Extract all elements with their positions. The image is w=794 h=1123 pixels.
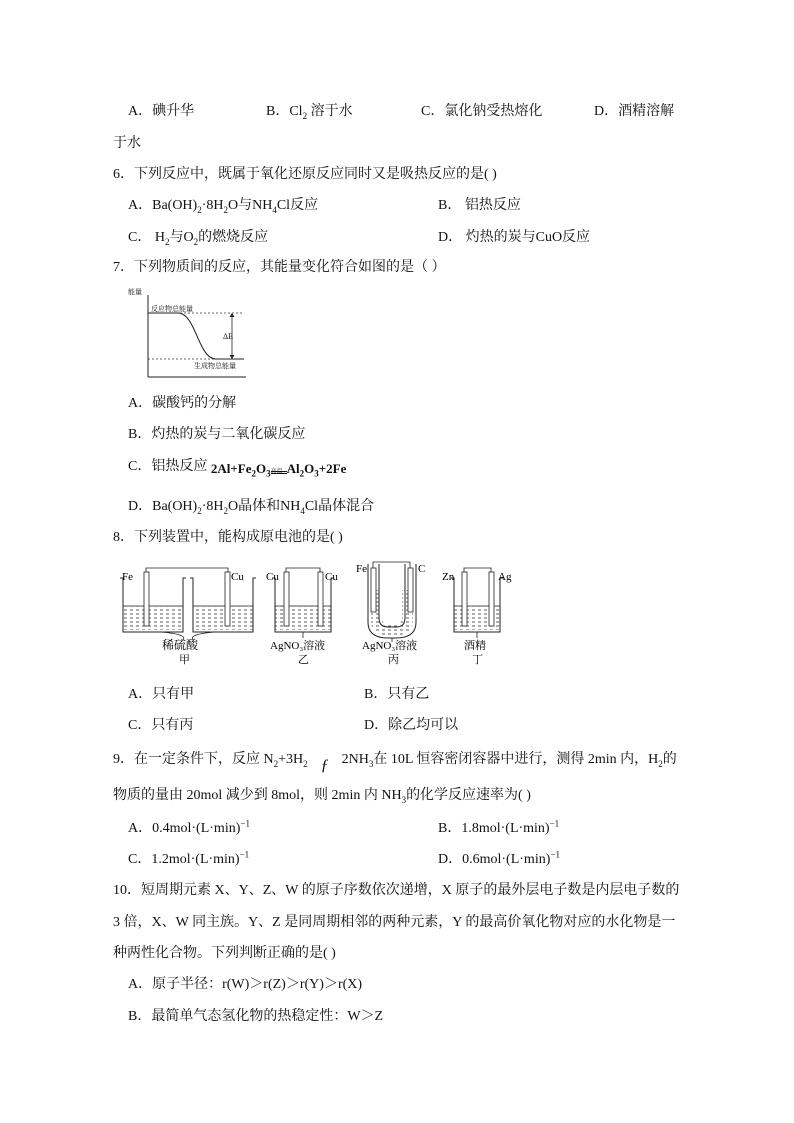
jia-left-label: Fe	[122, 571, 133, 583]
apparatus-yi	[266, 568, 338, 666]
bing-right-label: C	[418, 563, 426, 575]
bing-name: 丙	[388, 654, 399, 666]
eq-condition: 高温	[270, 469, 283, 475]
q9-line1	[113, 749, 677, 774]
q9-a-exp: −1	[240, 818, 250, 829]
jia-right-label: Cu	[231, 571, 244, 583]
q10-option-a: A．原子半径：r(W)＞r(Z)＞r(Y)＞r(X)	[128, 977, 363, 992]
q6-a-sub2: 2	[223, 204, 228, 215]
q7-d-part1: D．Ba(OH)	[128, 499, 198, 514]
q9-sub-a: 2	[273, 758, 279, 769]
ding-left-label: Zn	[442, 571, 455, 583]
q9-d-text: D．0.6mol·(L·min)	[438, 852, 551, 867]
jia-electrode-left	[144, 572, 149, 626]
q9-d-exp: −1	[550, 849, 560, 860]
apparatus-jia	[120, 568, 256, 666]
q9-option-b	[438, 819, 559, 839]
ding-name: 丁	[472, 654, 483, 666]
jia-solution-label: 稀硫酸	[162, 638, 199, 652]
bing-solution	[371, 590, 413, 635]
q5-option-b-text: B．Cl	[266, 104, 303, 119]
q6-c-part1: C． H	[128, 230, 165, 245]
q7-c-label: C．铝热反应	[128, 459, 208, 474]
q9-option-c	[128, 850, 249, 870]
q9-l2-sub: 3	[401, 794, 407, 805]
q6-a-sub1: 2	[197, 204, 202, 215]
delta-e-arrow-head-bottom	[230, 355, 235, 359]
q7-d-sub2: 2	[223, 505, 228, 516]
ding-electrode-left	[462, 572, 467, 626]
q10-line1: 10．短周期元素 X、Y、Z、W 的原子序数依次递增，X 原子的最外层电子数是内层电子数的	[113, 883, 680, 898]
eq-arrow-line2	[271, 473, 287, 474]
eq-part2: O	[255, 461, 267, 476]
diagram-y-label: 能量	[128, 288, 142, 296]
q6-option-b: B． 铝热反应	[438, 198, 521, 213]
q7-option-d	[128, 497, 374, 517]
q9-sub-b: 2	[303, 758, 308, 769]
q9-sub-d: 2	[658, 758, 663, 769]
apparatus-bing	[356, 562, 425, 666]
q6-c-sub2: 2	[193, 236, 199, 247]
thermite-equation	[210, 461, 347, 479]
ding-wire	[464, 568, 491, 572]
ding-solution-label: 酒精	[464, 640, 486, 652]
q10-line3: 种两性化合物。下列判断正确的是( )	[113, 946, 336, 961]
yi-wire	[286, 568, 320, 572]
q9-c-text: C．1.2mol·(L·min)	[128, 852, 240, 867]
q6-option-c	[128, 228, 268, 248]
bing-electrode-left	[371, 568, 376, 612]
q7-d-part3: O晶体和NH	[228, 499, 301, 514]
reversible-arrow-glyph: ƒ	[320, 757, 329, 774]
yi-solution-label: AgNO₃溶液	[270, 640, 326, 652]
q5-option-b-rest: 溶于水	[307, 104, 353, 119]
q5-option-d: D．酒精溶解	[594, 104, 675, 119]
q6-a-sub3: 4	[272, 204, 277, 215]
q6-a-part1: A．Ba(OH)	[128, 198, 198, 213]
q9-a-text: A．0.4mol·(L·min)	[128, 821, 241, 836]
eq-sub1: 2	[251, 468, 256, 479]
q6-a-part4: Cl反应	[276, 198, 319, 213]
yi-name: 乙	[298, 654, 309, 666]
q6-c-part2: 与O	[169, 230, 194, 245]
q5-option-b-sub: 2	[302, 110, 308, 121]
q8-option-a: A．只有甲	[128, 687, 195, 702]
q9-l1-a: 9．在一定条件下，反应 N	[113, 752, 274, 767]
reactant-energy-label: 反应物总能量	[151, 305, 193, 313]
q9-option-d	[438, 850, 560, 870]
q10-option-b: B．最简单气态氢化物的热稳定性：W＞Z	[128, 1009, 384, 1024]
delta-e-label: ΔE	[223, 332, 234, 341]
q9-l2-b: 的化学反应速率为( )	[406, 788, 531, 803]
eq-sub2: 3	[266, 468, 271, 479]
q7-d-sub1: 2	[197, 505, 202, 516]
eq-arrow-line1	[271, 471, 287, 472]
q9-b-text: B．1.8mol·(L·min)	[438, 821, 550, 836]
q8-stem: 8．下列装置中，能构成原电池的是( )	[113, 530, 343, 545]
q9-l1-e: 的	[662, 752, 677, 767]
eq-arrow	[271, 463, 287, 473]
jia-solution-left	[123, 606, 183, 630]
q9-l1-c: 2NH	[341, 752, 369, 767]
q9-line2	[113, 786, 531, 806]
q7-stem: 7．下列物质间的反应，其能量变化符合如图的是（ ）	[113, 260, 446, 275]
eq-sub3: 2	[299, 468, 305, 479]
yi-electrode-right	[318, 572, 323, 626]
q8-option-c: C．只有丙	[128, 718, 194, 733]
yi-left-label: Cu	[266, 571, 279, 583]
q9-c-exp: −1	[239, 849, 250, 860]
apparatus-ding	[442, 568, 512, 666]
q5-option-b	[266, 102, 353, 122]
bing-electrode-right	[408, 568, 413, 612]
eq-part4: O	[304, 461, 315, 476]
q10-line2: 3 倍，X、W 同主族。Y、Z 是同周期相邻的两种元素，Y 的最高价氧化物对应的水化物是一	[113, 915, 676, 930]
delta-e-arrow-head-top	[230, 313, 235, 317]
bing-u-tube-inner	[379, 564, 405, 627]
ding-right-label: Ag	[498, 571, 512, 583]
jia-solution-right	[193, 606, 253, 630]
ding-electrode-right	[489, 572, 494, 626]
q7-option-b: B．灼热的炭与二氧化碳反应	[128, 427, 306, 442]
q7-option-a: A．碳酸钙的分解	[128, 396, 237, 411]
q8-option-b: B．只有乙	[364, 687, 430, 702]
q9-b-exp: −1	[549, 818, 560, 829]
q6-option-d: D． 灼热的炭与CuO反应	[438, 230, 591, 245]
q6-c-part3: 的燃烧反应	[198, 230, 269, 245]
q9-sub-c: 3	[368, 758, 374, 769]
q6-option-a	[128, 196, 318, 216]
q8-apparatus-figure	[118, 560, 528, 670]
bing-solution-label: AgNO₃溶液	[362, 640, 418, 652]
q5-option-a: A．碘升华	[128, 104, 195, 119]
q6-a-part3: O与NH	[228, 198, 273, 213]
q7-d-part2: ·8H	[201, 499, 224, 514]
eq-part5: +2Fe	[318, 461, 347, 476]
q6-c-sub1: 2	[164, 236, 170, 247]
q9-l1-d: 在 10L 恒容密闭容器中进行，测得 2min 内，H	[373, 752, 659, 767]
q7-d-part4: Cl晶体混合	[304, 499, 375, 514]
q7-energy-diagram	[126, 285, 250, 381]
q6-stem: 6．下列反应中，既属于氧化还原反应同时又是吸热反应的是( )	[113, 167, 497, 182]
jia-electrode-right	[225, 572, 230, 626]
q9-l2-a: 物质的量由 20mol 减少到 8mol，则 2min 内 NH	[113, 788, 402, 803]
product-energy-label: 生成物总能量	[194, 362, 236, 370]
jia-name: 甲	[179, 654, 190, 666]
q9-option-a	[128, 819, 250, 839]
eq-sub4: 3	[314, 468, 319, 479]
yi-right-label: Cu	[325, 571, 338, 583]
q9-l1-b: +3H	[278, 752, 304, 767]
q7-option-c	[128, 456, 346, 477]
eq-part1: 2Al+Fe	[210, 461, 252, 476]
yi-electrode-left	[284, 572, 289, 626]
q5-option-d-wrap: 于水	[113, 136, 141, 151]
eq-part3: Al	[286, 461, 300, 476]
bing-left-label: Fe	[356, 563, 367, 575]
q6-a-part2: ·8H	[201, 198, 224, 213]
q7-d-sub3: 4	[300, 505, 305, 516]
q5-option-c: C．氯化钠受热熔化	[421, 104, 543, 119]
jia-wire	[146, 568, 228, 572]
q8-option-d: D．除乙均可以	[364, 718, 459, 733]
